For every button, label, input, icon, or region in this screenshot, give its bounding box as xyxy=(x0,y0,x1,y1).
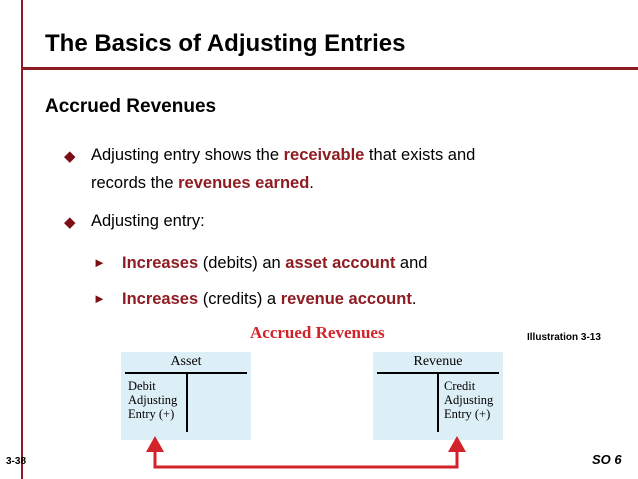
revenue-account-header: Revenue xyxy=(413,354,463,369)
bullet-1-text-b: that exists and xyxy=(364,146,476,164)
study-objective-label: SO 6 xyxy=(592,452,622,467)
t-account-divider xyxy=(437,373,439,432)
triangle-bullet-icon: ► xyxy=(93,255,106,270)
illustration-title: Accrued Revenues xyxy=(250,323,385,342)
sub-2-text-b: . xyxy=(411,290,417,308)
bullet-1-text-a: Adjusting entry shows the xyxy=(91,146,284,164)
illustration-number: Illustration 3-13 xyxy=(527,332,601,343)
sub-2-text-a: (credits) a xyxy=(198,290,281,308)
bullet-1-line-2 xyxy=(91,171,314,195)
arrow-head-left xyxy=(146,436,164,452)
bullet-2-text: Adjusting entry: xyxy=(91,212,205,230)
sub-1-text-a: (debits) an xyxy=(198,254,286,272)
asset-line-2: Adjusting xyxy=(128,393,178,407)
asset-line-3: Entry (+) xyxy=(128,407,175,421)
slide-number: 3-38 xyxy=(6,456,27,467)
triangle-bullet-icon: ► xyxy=(93,291,106,306)
revenue-t-account xyxy=(373,352,503,440)
revenue-line-3: Entry (+) xyxy=(444,407,491,421)
connecting-arrow xyxy=(140,430,476,472)
slide-title: The Basics of Adjusting Entries xyxy=(45,30,406,57)
bullet-1-text-c: records the xyxy=(91,174,179,192)
sub-2-highlight-revenue: revenue account xyxy=(280,290,412,308)
sub-bullet-1 xyxy=(122,251,427,275)
title-underline xyxy=(21,67,638,70)
sub-bullet-2 xyxy=(122,287,416,311)
bullet-1-highlight-receivable: receivable xyxy=(283,146,365,164)
asset-account-header: Asset xyxy=(170,354,202,369)
asset-line-1: Debit xyxy=(128,379,156,393)
left-accent-rule xyxy=(21,0,23,479)
asset-t-account xyxy=(121,352,251,440)
diamond-bullet-icon: ◆ xyxy=(64,148,76,165)
revenue-line-1: Credit xyxy=(444,379,476,393)
arrow-line xyxy=(155,450,457,467)
sub-1-text-b: and xyxy=(395,254,428,272)
bullet-1-text-d: . xyxy=(309,174,314,192)
sub-2-highlight-increases: Increases xyxy=(122,290,199,308)
bullet-1-highlight-revenues: revenues earned xyxy=(178,174,310,192)
slide-subtitle: Accrued Revenues xyxy=(45,96,217,117)
bullet-1-line-1 xyxy=(91,143,475,167)
sub-1-highlight-increases: Increases xyxy=(122,254,199,272)
t-account-divider xyxy=(186,373,188,432)
revenue-line-2: Adjusting xyxy=(444,393,494,407)
diamond-bullet-icon: ◆ xyxy=(64,214,76,231)
arrow-head-right xyxy=(448,436,466,452)
sub-1-highlight-asset: asset account xyxy=(285,254,396,272)
